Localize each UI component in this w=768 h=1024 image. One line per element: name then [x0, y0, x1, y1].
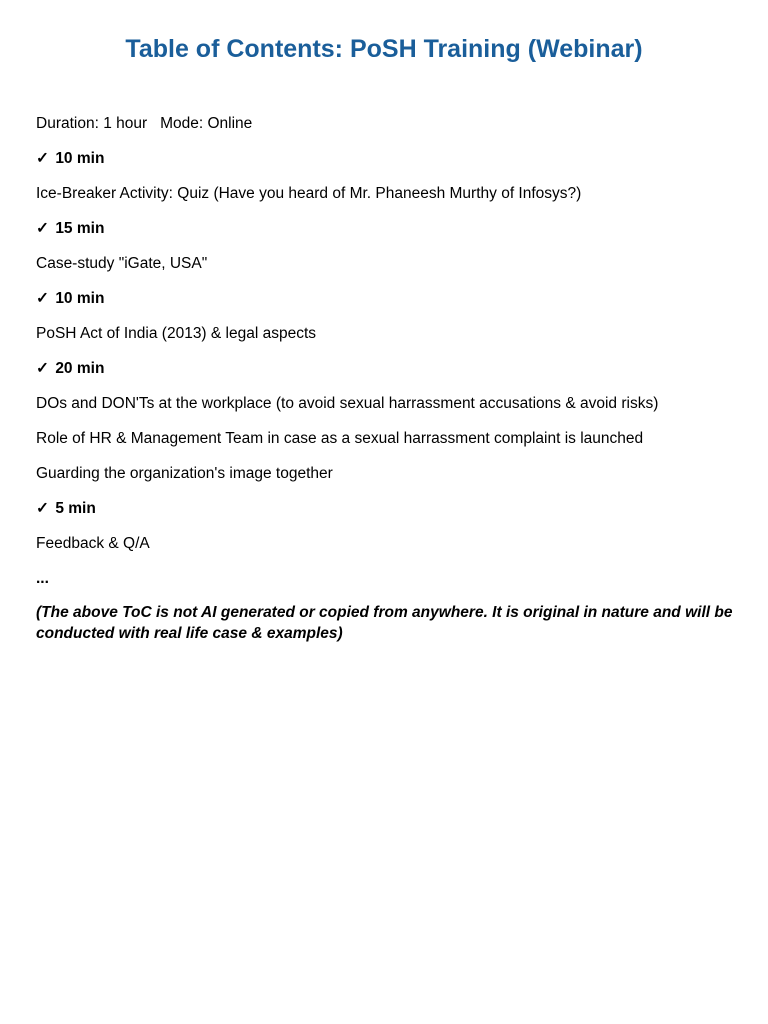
section-item: Ice-Breaker Activity: Quiz (Have you heard of Mr. Phaneesh Murthy of Infosys?): [36, 185, 582, 202]
section-time-label: 5 min: [55, 500, 96, 517]
section-item: Case-study "iGate, USA": [36, 255, 208, 272]
section-item: Feedback & Q/A: [36, 535, 150, 552]
section-time-label: 10 min: [55, 150, 105, 167]
section-time: [36, 359, 746, 379]
section-item: DOs and DON'Ts at the workplace (to avoid sexual harrassment accusations & avoid risks): [36, 395, 659, 412]
toc-content: [36, 114, 746, 644]
section-item: Guarding the organization's image together: [36, 465, 333, 482]
check-icon: ✓: [36, 360, 49, 377]
section-time: [36, 149, 746, 169]
section-time: [36, 219, 746, 239]
section-time-label: 15 min: [55, 220, 105, 237]
page-title: Table of Contents: PoSH Training (Webinar): [125, 35, 643, 63]
section-item: Role of HR & Management Team in case as a sexual harrassment complaint is launched: [36, 430, 644, 447]
section-item: PoSH Act of India (2013) & legal aspects: [36, 325, 317, 342]
section-time-label: 10 min: [55, 290, 105, 307]
disclaimer-note: (The above ToC is not AI generated or copied from anywhere. It is original in nature and will be conducted with real life case & examples): [36, 604, 733, 642]
check-icon: ✓: [36, 290, 49, 307]
check-icon: ✓: [36, 220, 49, 237]
section-time: [36, 289, 746, 309]
check-icon: ✓: [36, 150, 49, 167]
duration-mode-line: Duration: 1 hour Mode: Online: [36, 115, 253, 132]
section-time: [36, 499, 746, 519]
section-time-label: 20 min: [55, 360, 105, 377]
ellipsis: ...: [36, 570, 49, 587]
check-icon: ✓: [36, 500, 49, 517]
